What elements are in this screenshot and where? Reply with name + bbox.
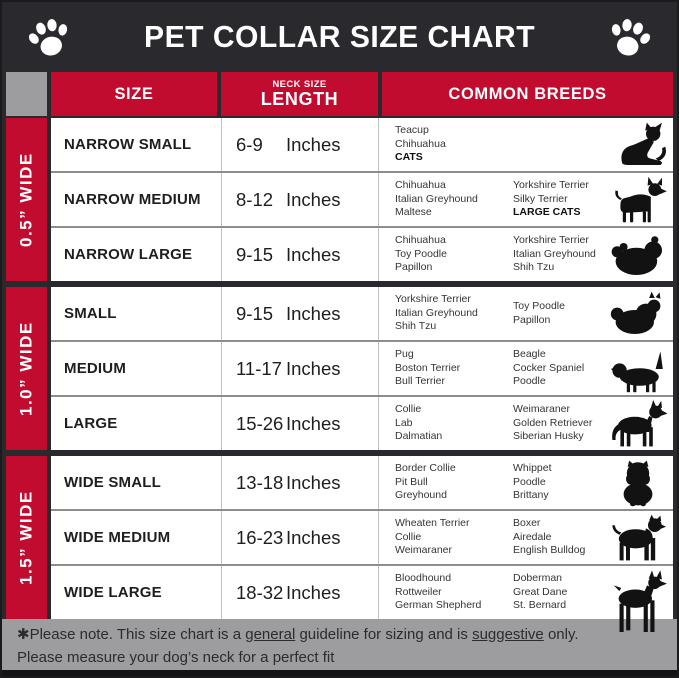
size-name: NARROW SMALL <box>64 136 192 153</box>
breed-list: Whippet Poodle Brittany <box>513 461 552 502</box>
breed-list: Weimaraner Golden Retriever Siberian Husky <box>513 402 593 443</box>
size-table <box>2 72 677 619</box>
size-name: NARROW MEDIUM <box>64 191 201 208</box>
breed-list: Boxer Airedale English Bulldog <box>513 516 586 557</box>
size-name: SMALL <box>64 305 117 322</box>
paw-print-icon <box>21 9 77 65</box>
breed-list: Chihuahua Italian Greyhound Maltese <box>395 178 478 219</box>
size-name: NARROW LARGE <box>64 246 193 263</box>
neck-length: 13-18 Inches <box>221 456 378 509</box>
size-name: MEDIUM <box>64 360 127 377</box>
breed-list: Wheaten Terrier Collie Weimaraner <box>395 516 470 557</box>
breed-list: Doberman Great Dane St. Bernard <box>513 571 568 612</box>
table-row <box>51 226 673 281</box>
neck-length: 15-26 Inches <box>221 397 378 450</box>
table-row <box>51 564 673 619</box>
breed-list: Yorkshire Terrier Italian Greyhound Shih Tzu <box>513 233 596 274</box>
table-row <box>51 287 673 340</box>
width-group-label: 0.5” WIDE <box>6 118 47 281</box>
neck-length: 11-17 Inches <box>221 342 378 395</box>
shih-tzu-icon <box>609 231 667 279</box>
title-bar <box>2 2 677 72</box>
table-header-row <box>6 72 673 116</box>
common-breeds <box>378 456 673 509</box>
neck-size-label: NECK SIZE <box>272 78 327 90</box>
width-group-label: 1.5” WIDE <box>6 456 47 619</box>
breed-list: Pug Boston Terrier Bull Terrier <box>395 347 461 388</box>
breed-list: Beagle Cocker Spaniel Poodle <box>513 347 585 388</box>
width-group-0-5 <box>6 118 673 281</box>
table-row <box>51 509 673 564</box>
neck-length: 9-15 Inches <box>221 228 378 281</box>
paw-print-icon <box>602 9 658 65</box>
neck-length: 16-23 Inches <box>221 511 378 564</box>
note-line-1: ✱Please note. This size chart is a general guideline for sizing and is suggestive only. <box>17 626 579 643</box>
column-header-common-breeds: COMMON BREEDS <box>382 72 673 116</box>
header-corner-cell <box>6 72 47 116</box>
common-breeds <box>378 342 673 395</box>
size-name: WIDE SMALL <box>64 474 161 491</box>
neck-length: 9-15 Inches <box>221 287 378 340</box>
table-row <box>51 340 673 395</box>
common-breeds <box>378 511 673 564</box>
common-breeds <box>378 566 673 619</box>
column-header-neck-size-length <box>221 72 378 116</box>
doberman-icon <box>607 566 667 638</box>
common-breeds <box>378 287 673 340</box>
table-body <box>6 118 673 619</box>
common-breeds <box>378 397 673 450</box>
breed-list: Border Collie Pit Bull Greyhound <box>395 461 456 502</box>
table-row <box>51 118 673 171</box>
width-group-1-0 <box>6 287 673 450</box>
size-name: LARGE <box>64 415 118 432</box>
pit-bull-icon <box>609 514 667 562</box>
length-label: LENGTH <box>260 88 339 109</box>
breed-list: Toy Poodle Papillon <box>513 299 565 326</box>
neck-length: 6-9 Inches <box>221 118 378 171</box>
breed-list: Teacup Chihuahua CATS <box>395 123 446 164</box>
width-group-label: 1.0” WIDE <box>6 287 47 450</box>
common-breeds <box>378 118 673 171</box>
common-breeds <box>378 173 673 226</box>
breed-list: Yorkshire Terrier Italian Greyhound Shih Tzu <box>395 292 478 333</box>
bulldog-icon <box>609 459 667 507</box>
common-breeds <box>378 228 673 281</box>
breed-list: Bloodhound Rottweiler German Shepherd <box>395 571 482 612</box>
beagle-icon <box>609 345 667 393</box>
width-group-1-5 <box>6 456 673 619</box>
table-row <box>51 171 673 226</box>
neck-length: 8-12 Inches <box>221 173 378 226</box>
size-name: WIDE MEDIUM <box>64 529 171 546</box>
breed-list: Collie Lab Dalmatian <box>395 402 443 443</box>
table-row <box>51 395 673 450</box>
cat-icon <box>609 121 667 169</box>
footer-note <box>2 619 677 670</box>
breed-list: Yorkshire Terrier Silky Terrier LARGE CATS <box>513 178 589 219</box>
page-title: PET COLLAR SIZE CHART <box>143 19 536 54</box>
german-shepherd-icon <box>609 400 667 448</box>
chihuahua-icon <box>609 176 667 224</box>
note-line-2: Please measure your dog’s neck for a perfect fit <box>17 648 335 666</box>
bottom-border-bar <box>2 670 677 676</box>
size-name: WIDE LARGE <box>64 584 162 601</box>
breed-list: Chihuahua Toy Poodle Papillon <box>395 233 447 274</box>
pomeranian-icon <box>609 290 667 338</box>
neck-length: 18-32 Inches <box>221 566 378 619</box>
column-header-size: SIZE <box>51 72 217 116</box>
table-row <box>51 456 673 509</box>
